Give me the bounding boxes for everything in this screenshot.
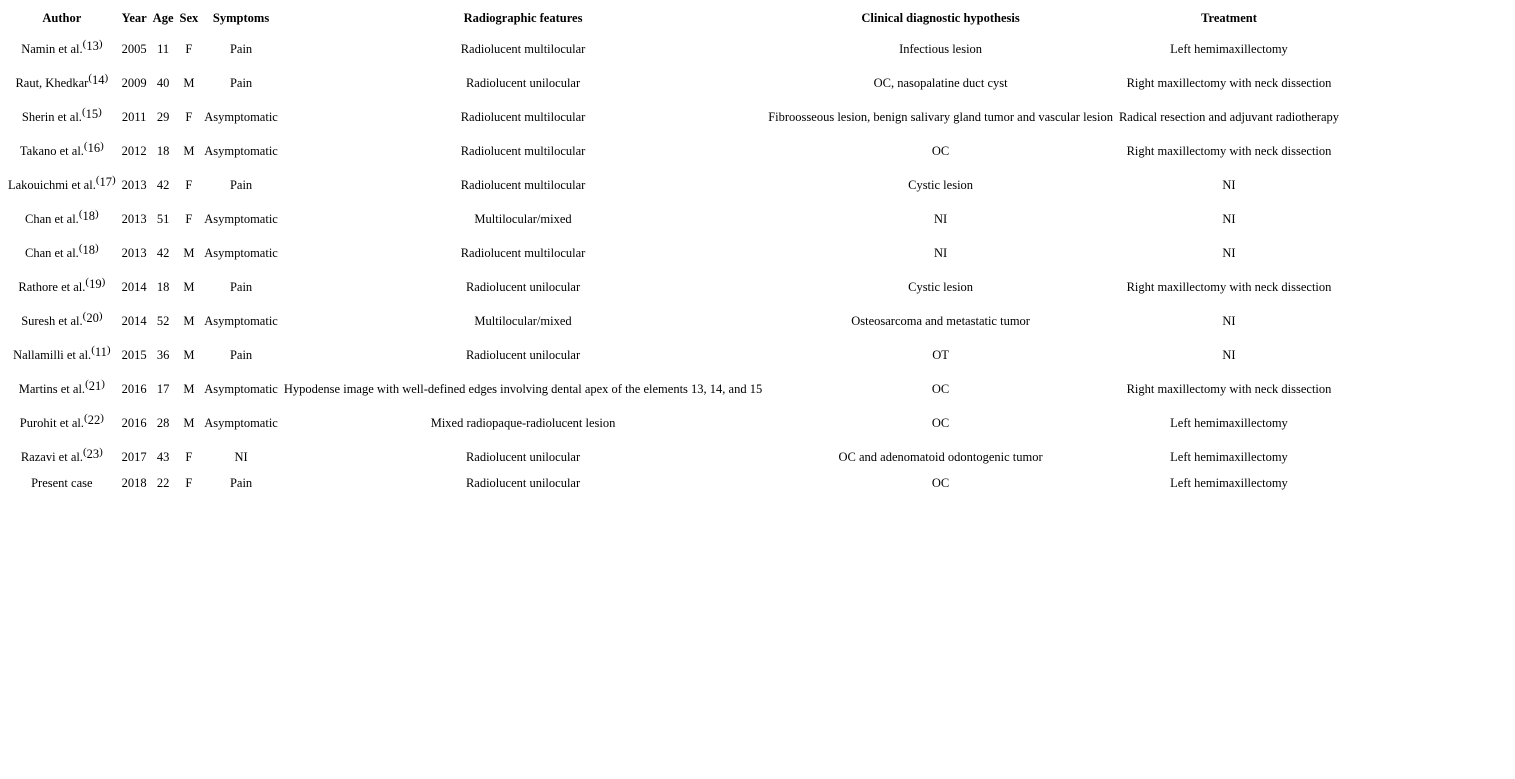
age-cell: 18 <box>156 279 170 294</box>
year-cell: 2017 <box>121 449 147 464</box>
author-cell <box>5 202 119 236</box>
header-radiographic: Radiographic features <box>463 10 583 25</box>
author-name: Suresh et al. <box>21 313 83 328</box>
sex-cell: F <box>185 177 193 192</box>
table-row <box>5 270 1342 304</box>
hypothesis-cell: Infectious lesion <box>899 41 983 56</box>
radiographic-cell: Radiolucent unilocular <box>465 449 581 464</box>
treatment-cell: Right maxillectomy with neck dissection <box>1126 143 1332 158</box>
radiographic-cell: Radiolucent unilocular <box>465 75 581 90</box>
table-row <box>5 372 1342 406</box>
hypothesis-cell: Cystic lesion <box>908 279 974 294</box>
author-cell <box>5 100 119 134</box>
citation: (18) <box>78 207 99 223</box>
hypothesis-cell: OC <box>931 143 950 158</box>
citation: (21) <box>85 377 105 393</box>
radiographic-cell: Radiolucent multilocular <box>460 143 586 158</box>
table-row <box>5 100 1342 134</box>
citation-number: 16 <box>87 140 101 155</box>
table-row <box>5 304 1342 338</box>
hypothesis-cell: OC and adenomatoid odontogenic tumor <box>838 449 1043 464</box>
author-name: Razavi et al. <box>20 449 83 464</box>
citation: (22) <box>84 411 104 427</box>
table-row <box>5 236 1342 270</box>
table-row <box>5 66 1342 100</box>
citation-number: 19 <box>89 276 102 291</box>
symptoms-cell: Pain <box>229 347 253 362</box>
age-cell: 28 <box>156 415 170 430</box>
author-name: Rathore et al. <box>18 279 86 294</box>
treatment-cell: Radical resection and adjuvant radiotherapy <box>1118 109 1340 124</box>
age-cell: 40 <box>156 75 170 90</box>
sex-cell: F <box>185 211 193 226</box>
author-cell <box>5 134 119 168</box>
symptoms-cell: Pain <box>229 279 253 294</box>
year-cell: 2013 <box>121 177 147 192</box>
radiographic-cell: Radiolucent unilocular <box>465 347 581 362</box>
year-cell: 2018 <box>121 476 147 490</box>
treatment-cell: Left hemimaxillectomy <box>1170 476 1288 490</box>
citation: (23) <box>82 445 103 461</box>
table-header-row <box>5 4 1342 32</box>
symptoms-cell: Pain <box>229 75 253 90</box>
author-name: Takano et al. <box>19 143 84 158</box>
symptoms-cell: Asymptomatic <box>204 245 278 260</box>
treatment-cell: Right maxillectomy with neck dissection <box>1126 279 1332 294</box>
citation-number: 17 <box>99 174 112 189</box>
treatment-cell: NI <box>1222 177 1236 192</box>
citation: (19) <box>85 275 106 291</box>
citation-number: 22 <box>87 412 101 427</box>
year-cell: 2012 <box>121 143 147 158</box>
age-cell: 43 <box>156 449 170 464</box>
symptoms-cell: Asymptomatic <box>204 313 278 328</box>
author-name: Raut, Khedkar <box>15 75 89 90</box>
citation: (16) <box>83 139 104 155</box>
header-year: Year <box>121 10 147 25</box>
treatment-cell: NI <box>1222 211 1236 226</box>
treatment-cell: NI <box>1222 313 1236 328</box>
table-row <box>5 338 1342 372</box>
hypothesis-cell: OC <box>931 476 950 490</box>
citation: (20) <box>82 309 103 325</box>
symptoms-cell: Pain <box>229 41 253 56</box>
header-hypothesis: Clinical diagnostic hypothesis <box>861 10 1020 25</box>
table-row <box>5 202 1342 236</box>
radiographic-cell: Multilocular/mixed <box>474 211 572 226</box>
radiographic-cell: Mixed radiopaque-radiolucent lesion <box>430 415 616 430</box>
year-cell: 2014 <box>121 279 147 294</box>
hypothesis-cell: OT <box>932 347 949 362</box>
author-name: Chan et al. <box>25 211 79 226</box>
sex-cell: M <box>183 143 195 158</box>
hypothesis-cell: Osteosarcoma and metastatic tumor <box>851 313 1030 328</box>
citation: (14) <box>88 71 109 87</box>
symptoms-cell: Pain <box>229 177 253 192</box>
table-row <box>5 32 1342 66</box>
citation-number: 13 <box>86 38 99 53</box>
table-row <box>5 406 1342 440</box>
symptoms-cell: Asymptomatic <box>204 211 278 226</box>
hypothesis-cell: OC, nasopalatine duct cyst <box>873 75 1008 90</box>
treatment-cell: NI <box>1222 347 1236 362</box>
author-name: Martins et al. <box>18 381 86 396</box>
header-author: Author <box>42 10 82 25</box>
radiographic-cell: Multilocular/mixed <box>474 313 572 328</box>
age-cell: 22 <box>156 476 170 490</box>
treatment-cell: Right maxillectomy with neck dissection <box>1126 381 1332 396</box>
author-cell <box>5 66 119 100</box>
table-body <box>5 32 1342 504</box>
header-age: Age <box>152 10 174 25</box>
citation: (17) <box>95 173 116 189</box>
treatment-cell: NI <box>1222 245 1236 260</box>
sex-cell: F <box>185 109 193 124</box>
symptoms-cell: Asymptomatic <box>204 143 278 158</box>
sex-cell: M <box>183 381 195 396</box>
table-row <box>5 474 1342 504</box>
sex-cell: M <box>183 415 195 430</box>
sex-cell: M <box>183 313 195 328</box>
symptoms-cell: NI <box>234 449 248 464</box>
sex-cell: M <box>183 245 195 260</box>
author-cell <box>5 474 119 504</box>
hypothesis-cell: Cystic lesion <box>908 177 974 192</box>
sex-cell: M <box>183 279 195 294</box>
hypothesis-cell: NI <box>933 211 948 226</box>
year-cell: 2016 <box>121 381 147 396</box>
author-cell <box>5 440 119 474</box>
citation: (18) <box>78 241 99 257</box>
hypothesis-cell: NI <box>933 245 948 260</box>
citation-number: 14 <box>92 72 105 87</box>
treatment-cell: Left hemimaxillectomy <box>1170 449 1288 464</box>
author-name: Lakouichmi et al. <box>8 177 96 192</box>
radiographic-cell: Radiolucent multilocular <box>460 177 586 192</box>
age-cell: 11 <box>157 41 170 56</box>
author-name: Sherin et al. <box>21 109 82 124</box>
header-treatment: Treatment <box>1201 10 1257 25</box>
sex-cell: M <box>183 75 195 90</box>
citation: (13) <box>82 37 103 53</box>
year-cell: 2015 <box>121 347 147 362</box>
year-cell: 2005 <box>121 41 147 56</box>
radiographic-cell: Radiolucent multilocular <box>460 41 586 56</box>
radiographic-cell: Radiolucent unilocular <box>465 476 581 490</box>
treatment-cell: Right maxillectomy with neck dissection <box>1126 75 1332 90</box>
age-cell: 51 <box>156 211 170 226</box>
symptoms-cell: Asymptomatic <box>204 109 278 124</box>
author-cell <box>5 304 119 338</box>
citation-number: 15 <box>85 106 99 121</box>
age-cell: 17 <box>156 381 170 396</box>
hypothesis-cell: OC <box>931 381 950 396</box>
year-cell: 2011 <box>121 109 147 124</box>
age-cell: 42 <box>156 245 170 260</box>
hypothesis-cell: Fibroosseous lesion, benign salivary gland tumor and vascular lesion <box>768 109 1113 124</box>
header-symptoms: Symptoms <box>212 10 270 25</box>
author-cell <box>5 270 119 304</box>
age-cell: 36 <box>156 347 170 362</box>
author-name: Chan et al. <box>25 245 79 260</box>
author-cell <box>5 338 119 372</box>
citation-number: 18 <box>82 242 95 257</box>
author-cell <box>5 168 119 202</box>
citation: (11) <box>91 343 111 359</box>
year-cell: 2009 <box>121 75 147 90</box>
citation-number: 11 <box>94 344 107 359</box>
citation-number: 21 <box>88 378 102 393</box>
case-review-table <box>5 4 1342 504</box>
author-cell <box>5 236 119 270</box>
header-sex: Sex <box>179 10 199 25</box>
table-row <box>5 440 1342 474</box>
symptoms-cell: Asymptomatic <box>204 415 278 430</box>
symptoms-cell: Pain <box>229 476 253 490</box>
age-cell: 42 <box>156 177 170 192</box>
sex-cell: M <box>183 347 195 362</box>
citation-number: 23 <box>86 446 100 461</box>
author-cell <box>5 372 119 406</box>
treatment-cell: Left hemimaxillectomy <box>1170 415 1288 430</box>
year-cell: 2016 <box>121 415 147 430</box>
citation-number: 18 <box>82 208 95 223</box>
author-name: Nallamilli et al. <box>13 347 92 362</box>
author-name: Present case <box>31 476 93 490</box>
author-cell <box>5 406 119 440</box>
treatment-cell: Left hemimaxillectomy <box>1170 41 1288 56</box>
radiographic-cell: Hypodense image with well-defined edges involving dental apex of the elements 13, 14, and 15 <box>283 381 763 396</box>
sex-cell: F <box>185 41 193 56</box>
author-cell <box>5 32 119 66</box>
author-name: Namin et al. <box>21 41 83 56</box>
table-row <box>5 168 1342 202</box>
hypothesis-cell: OC <box>931 415 950 430</box>
radiographic-cell: Radiolucent unilocular <box>465 279 581 294</box>
year-cell: 2014 <box>121 313 147 328</box>
age-cell: 29 <box>156 109 170 124</box>
citation-number: 20 <box>86 310 99 325</box>
radiographic-cell: Radiolucent multilocular <box>460 109 586 124</box>
author-name: Purohit et al. <box>19 415 85 430</box>
year-cell: 2013 <box>121 245 147 260</box>
year-cell: 2013 <box>121 211 147 226</box>
radiographic-cell: Radiolucent multilocular <box>460 245 586 260</box>
age-cell: 18 <box>156 143 170 158</box>
age-cell: 52 <box>156 313 170 328</box>
table-row <box>5 134 1342 168</box>
citation: (15) <box>81 105 102 121</box>
sex-cell: F <box>185 476 193 490</box>
symptoms-cell: Asymptomatic <box>204 381 278 396</box>
sex-cell: F <box>185 449 193 464</box>
